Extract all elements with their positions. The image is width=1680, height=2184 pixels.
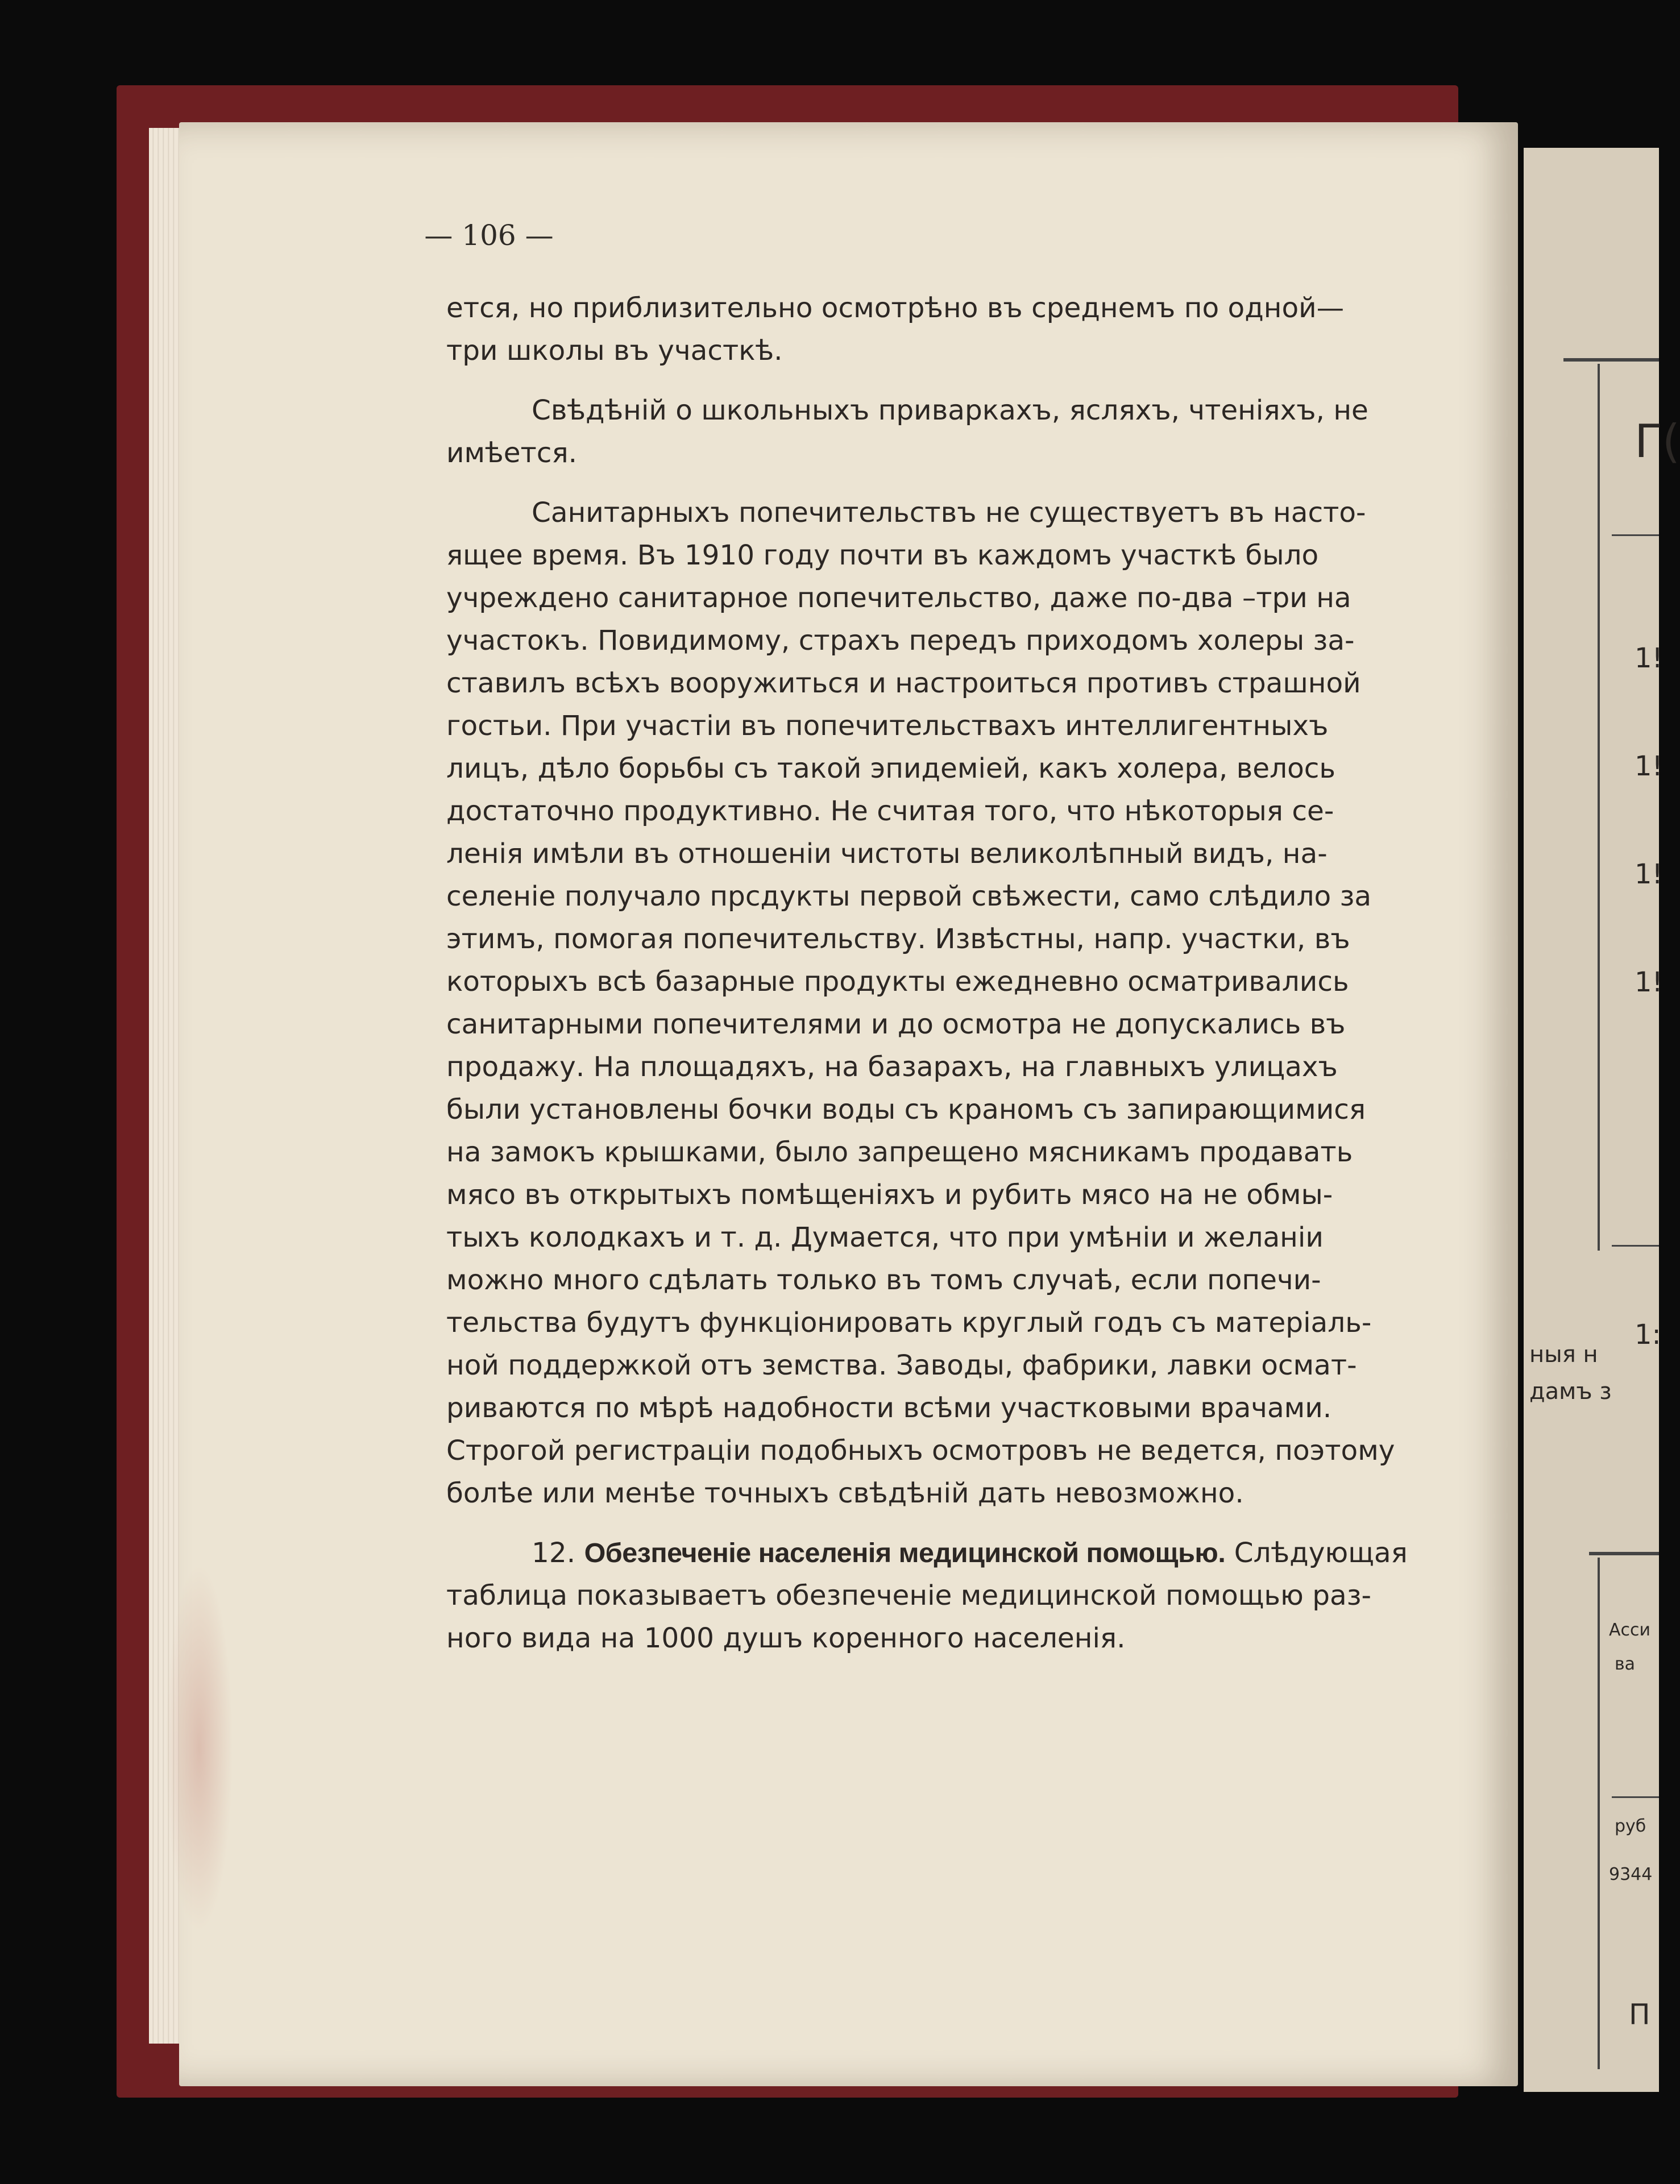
text-line: были установлены бочки воды съ краномъ съ запирающимися xyxy=(446,1094,1366,1126)
facing-table-border xyxy=(1598,364,1600,1251)
section-heading: Обезпеченіе населенія медицинской помощью. xyxy=(584,1538,1226,1568)
text-line: ной поддержкой отъ земства. Заводы, фабрики, лавки осмат- xyxy=(446,1350,1357,1381)
facing-fragment: ва xyxy=(1615,1654,1636,1674)
facing-fragment: 1! xyxy=(1635,858,1663,890)
text-line: тыхъ колодкахъ и т. д. Думается, что при умѣніи и желаніи xyxy=(446,1222,1324,1253)
facing-page xyxy=(1524,148,1680,2092)
text-line: Санитарныхъ попечительствъ не существуетъ въ насто- xyxy=(532,497,1366,529)
text-line: мясо въ открытыхъ помѣщеніяхъ и рубить мясо на не обмы- xyxy=(446,1179,1333,1211)
facing-table-rule xyxy=(1612,1245,1659,1247)
text-line xyxy=(446,1532,1509,1575)
text-line: ется, но приблизительно осмотрѣно въ среднемъ по одной— xyxy=(446,292,1345,324)
text-line: риваются по мѣрѣ надобности всѣми участковыми врачами. xyxy=(446,1392,1332,1424)
text-line: селеніе получало прсдукты первой свѣжести, само слѣдило за xyxy=(446,881,1372,912)
text-line: этимъ, помогая попечительству. Извѣстны, напр. участки, въ xyxy=(446,923,1350,955)
text-line: можно много сдѣлать только въ томъ случаѣ, если попечи- xyxy=(446,1264,1321,1296)
facing-fragment: 1! xyxy=(1635,642,1663,674)
text-line: болѣе или менѣе точныхъ свѣдѣній дать невозможно. xyxy=(446,1477,1244,1509)
text-line: лицъ, дѣло борьбы съ такой эпидеміей, какъ холера, велось xyxy=(446,753,1336,784)
facing-table-border xyxy=(1598,1558,1600,2069)
text-line: три школы въ участкѣ. xyxy=(446,335,783,367)
facing-fragment: 1: xyxy=(1635,1319,1661,1351)
paragraph xyxy=(446,287,1509,372)
facing-fragment: 1! xyxy=(1635,750,1663,782)
text-line: ставилъ всѣхъ вооружиться и настроиться противъ страшной xyxy=(446,667,1361,699)
text-line: имѣется. xyxy=(446,437,578,469)
facing-table-rule xyxy=(1563,358,1659,362)
text-line: участокъ. Повидимому, страхъ передъ приходомъ холеры за- xyxy=(446,625,1355,657)
page-number: — 106 — xyxy=(424,219,554,252)
facing-fragment: руб xyxy=(1615,1816,1646,1836)
facing-fragment: ныя н xyxy=(1529,1342,1598,1368)
text-line: санитарными попечителями и до осмотра не допускались въ xyxy=(446,1008,1346,1040)
section-number: 12. xyxy=(532,1537,584,1569)
text-line: учреждено санитарное попечительство, даже по-два –три на xyxy=(446,582,1351,614)
facing-table-rule xyxy=(1612,1796,1659,1798)
text-line: Строгой регистраціи подобныхъ осмотровъ не ведется, поэтому xyxy=(446,1435,1395,1467)
facing-fragment: 1! xyxy=(1635,966,1663,998)
facing-table-rule xyxy=(1612,534,1659,536)
paragraph xyxy=(446,1532,1509,1660)
text-line: ленія имѣли въ отношеніи чистоты великолѣпный видъ, на- xyxy=(446,838,1328,870)
text-line: ного вида на 1000 душъ коренного населенія. xyxy=(446,1622,1126,1654)
paragraph xyxy=(446,389,1509,475)
body-text xyxy=(446,287,1509,1660)
text-line: достаточно продуктивно. Не считая того, что нѣкоторыя се- xyxy=(446,795,1334,827)
text-line: гостьи. При участіи въ попечительствахъ интеллигентныхъ xyxy=(446,710,1329,742)
facing-fragment: Г( xyxy=(1635,415,1680,468)
facing-fragment: 9344 xyxy=(1609,1865,1653,1884)
facing-fragment: П xyxy=(1629,1998,1650,2031)
text-line: ящее время. Въ 1910 году почти въ каждомъ участкѣ было xyxy=(446,539,1319,571)
text-line: Свѣдѣній о школьныхъ приваркахъ, ясляхъ, чтеніяхъ, не xyxy=(532,395,1368,426)
text-line: которыхъ всѣ базарные продукты ежедневно осматривались xyxy=(446,966,1349,998)
facing-fragment: Асси xyxy=(1609,1620,1651,1640)
page-stain xyxy=(165,1563,233,1933)
facing-fragment: дамъ з xyxy=(1529,1379,1612,1405)
text-line: таблица показываетъ обезпеченіе медицинской помощью раз- xyxy=(446,1580,1372,1612)
text-line: тельства будутъ функціонировать круглый годъ съ матеріаль- xyxy=(446,1307,1372,1339)
text-line: на замокъ крышками, было запрещено мясникамъ продавать xyxy=(446,1136,1353,1168)
facing-table-rule xyxy=(1589,1552,1659,1555)
paragraph xyxy=(446,492,1509,1515)
text-line: продажу. На площадяхъ, на базарахъ, на главныхъ улицахъ xyxy=(446,1051,1338,1083)
text-run: Слѣдующая xyxy=(1225,1537,1408,1569)
